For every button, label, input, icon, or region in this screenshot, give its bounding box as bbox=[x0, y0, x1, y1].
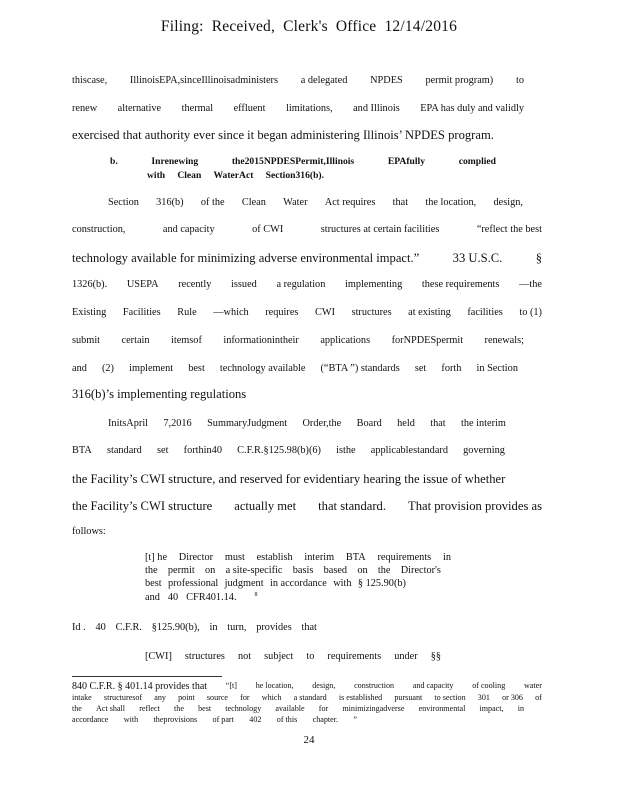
word: isthe bbox=[336, 445, 356, 456]
word: permit program) bbox=[425, 75, 494, 86]
word: 40 bbox=[167, 592, 179, 603]
word: the bbox=[145, 565, 158, 576]
word: That provision provides as bbox=[408, 499, 542, 513]
word: a standard bbox=[293, 693, 327, 702]
word: 1326(b). bbox=[72, 279, 108, 290]
word: in bbox=[209, 622, 218, 633]
text-line bbox=[72, 715, 357, 724]
word: the bbox=[377, 565, 391, 576]
word: 301 bbox=[477, 693, 490, 702]
word: forNPDESpermit bbox=[391, 335, 464, 346]
word: complied bbox=[458, 156, 496, 167]
word: source bbox=[206, 693, 229, 702]
word: 840 C.F.R. § 401.14 provides that bbox=[72, 681, 208, 692]
word: a delegated bbox=[300, 75, 348, 86]
word: 316(b)’s implementing regulations bbox=[72, 387, 247, 401]
word: —which bbox=[213, 307, 249, 318]
word: applicablestandard bbox=[370, 445, 448, 456]
word: (“BTA ”) standards bbox=[320, 363, 400, 374]
word: Section316(b). bbox=[265, 170, 324, 181]
word: judgment bbox=[224, 578, 264, 589]
word: to section bbox=[434, 693, 466, 702]
word: 33 U.S.C. bbox=[452, 251, 503, 265]
text-line bbox=[145, 651, 441, 662]
text-line bbox=[72, 387, 372, 402]
word: any bbox=[154, 693, 166, 702]
word: informationintheir bbox=[223, 335, 299, 346]
word: construction bbox=[354, 681, 395, 690]
word: applications bbox=[320, 335, 371, 346]
word: standard bbox=[106, 445, 142, 456]
word: intake bbox=[72, 693, 92, 702]
word: Order,the bbox=[302, 418, 342, 429]
text-line bbox=[145, 578, 406, 589]
word: CFR401.14. bbox=[186, 592, 237, 603]
word: reflect bbox=[139, 704, 160, 713]
word: requirements bbox=[377, 552, 432, 563]
word: best bbox=[145, 578, 162, 589]
word: set bbox=[157, 445, 169, 456]
text-line bbox=[145, 565, 441, 576]
word: on bbox=[357, 565, 368, 576]
text-line bbox=[145, 592, 275, 603]
text-line bbox=[72, 224, 542, 235]
text-line bbox=[72, 499, 542, 514]
word: governing bbox=[463, 445, 505, 456]
word: submit bbox=[72, 335, 101, 346]
word: ” bbox=[353, 715, 357, 724]
word: professional bbox=[167, 578, 219, 589]
word: interim bbox=[304, 552, 335, 563]
word: BTA bbox=[72, 445, 92, 456]
word: he location, bbox=[255, 681, 294, 690]
word: itemsof bbox=[171, 335, 202, 346]
word: thermal bbox=[181, 103, 214, 114]
word: and bbox=[145, 592, 160, 603]
word: implementing bbox=[345, 279, 403, 290]
word: accordance bbox=[72, 715, 109, 724]
word: minimizingadverse bbox=[342, 704, 405, 713]
word: pursuant bbox=[394, 693, 423, 702]
text-line bbox=[72, 681, 542, 692]
word: point bbox=[178, 693, 195, 702]
word: in Section bbox=[476, 363, 518, 374]
word: of bbox=[535, 693, 542, 702]
word: EPA has duly and validly bbox=[420, 103, 524, 114]
word: implement bbox=[129, 363, 174, 374]
word: §125.90(b), bbox=[151, 622, 200, 633]
word: structuresof bbox=[103, 693, 143, 702]
word: that bbox=[301, 622, 317, 633]
word: WaterAct bbox=[213, 170, 254, 181]
word: water bbox=[523, 681, 542, 690]
word: in accordance bbox=[269, 578, 327, 589]
word: the2015NPDESPermit,Illinois bbox=[231, 156, 355, 167]
text-line bbox=[108, 197, 523, 208]
word: requires bbox=[265, 307, 299, 318]
word: at existing bbox=[408, 307, 451, 318]
word: and capacity bbox=[412, 681, 454, 690]
word: IllinoisEPA,sinceIllinoisadministers bbox=[129, 75, 278, 86]
word: § 125.90(b) bbox=[357, 578, 406, 589]
word: impact, bbox=[479, 704, 504, 713]
word: or 306 bbox=[502, 693, 523, 702]
word: limitations, bbox=[285, 103, 333, 114]
word: the bbox=[72, 704, 82, 713]
word: Rule bbox=[177, 307, 197, 318]
word: 40 bbox=[95, 622, 106, 633]
word: facilities bbox=[467, 307, 503, 318]
word: in bbox=[442, 552, 451, 563]
word: structures bbox=[184, 651, 225, 662]
word: 316(b) bbox=[156, 197, 184, 208]
word: BTA bbox=[345, 552, 366, 563]
word: subject bbox=[264, 651, 294, 662]
word: 402 bbox=[249, 715, 262, 724]
word: exercised that authority ever since it began administering Illinois’ NPDES program. bbox=[72, 128, 494, 142]
text-line bbox=[72, 307, 542, 318]
text-line bbox=[72, 279, 542, 290]
word: requirements bbox=[327, 651, 382, 662]
word: Act requires bbox=[324, 197, 376, 208]
word: design, bbox=[312, 681, 336, 690]
word: the Facility’s CWI structure, and reserved for evidentiary hearing the issue of whether bbox=[72, 472, 506, 486]
word: the Facility’s CWI structure bbox=[72, 499, 213, 513]
text-line bbox=[72, 693, 542, 702]
word: under bbox=[394, 651, 418, 662]
word: forth bbox=[441, 363, 462, 374]
word: basis bbox=[292, 565, 314, 576]
word: the bbox=[174, 704, 184, 713]
text-line bbox=[72, 622, 317, 633]
word: and bbox=[72, 363, 87, 374]
word: 7,2016 bbox=[163, 418, 192, 429]
word: §§ bbox=[430, 651, 441, 662]
word: issued bbox=[231, 279, 257, 290]
word: is established bbox=[338, 693, 383, 702]
word: these requirements bbox=[421, 279, 500, 290]
text-line bbox=[110, 156, 496, 167]
word: and capacity bbox=[162, 224, 215, 235]
word: Id . bbox=[72, 622, 86, 633]
word: the interim bbox=[461, 418, 506, 429]
word: NPDES bbox=[370, 75, 403, 86]
word: for bbox=[240, 693, 250, 702]
text-line bbox=[72, 251, 542, 266]
word: of the bbox=[200, 197, 225, 208]
word: technology available for minimizing adverse environmental impact.” bbox=[72, 251, 420, 265]
word: [CWI] bbox=[145, 651, 172, 662]
text-line bbox=[108, 418, 506, 429]
text-line bbox=[72, 363, 518, 374]
word: USEPA bbox=[126, 279, 159, 290]
word: b. bbox=[110, 156, 118, 167]
text-line bbox=[72, 128, 542, 143]
word: permit bbox=[167, 565, 195, 576]
word: not bbox=[237, 651, 252, 662]
word: in bbox=[517, 704, 524, 713]
word: SummaryJudgment bbox=[207, 418, 288, 429]
text-line bbox=[72, 103, 524, 114]
word: forthin40 bbox=[183, 445, 222, 456]
word: set bbox=[414, 363, 427, 374]
word: held bbox=[397, 418, 415, 429]
word: Director bbox=[178, 552, 214, 563]
word: thiscase, bbox=[72, 75, 108, 86]
word: for bbox=[318, 704, 329, 713]
word: “reflect the best bbox=[476, 224, 542, 235]
text-line bbox=[147, 170, 324, 181]
word: § bbox=[535, 251, 542, 265]
word: environmental bbox=[418, 704, 466, 713]
word: structures at certain facilities bbox=[320, 224, 440, 235]
word: to bbox=[306, 651, 315, 662]
word: technology available bbox=[219, 363, 306, 374]
text-line bbox=[72, 526, 172, 537]
word: Facilities bbox=[122, 307, 161, 318]
word: Section bbox=[108, 197, 139, 208]
page-number: 24 bbox=[303, 734, 315, 746]
word: chapter. bbox=[312, 715, 339, 724]
word: that bbox=[430, 418, 446, 429]
word: certain bbox=[121, 335, 150, 346]
word: that standard. bbox=[318, 499, 387, 513]
text-line bbox=[72, 445, 505, 456]
word: 8 bbox=[254, 592, 258, 598]
word: theprovisions bbox=[153, 715, 198, 724]
word: InitsApril bbox=[108, 418, 149, 429]
word: of this bbox=[276, 715, 298, 724]
word: Existing bbox=[72, 307, 107, 318]
word: provides bbox=[256, 622, 292, 633]
text-line bbox=[72, 472, 542, 487]
word: renewals; bbox=[484, 335, 524, 346]
text-line bbox=[145, 552, 451, 563]
word: Act shall bbox=[96, 704, 126, 713]
word: recently bbox=[178, 279, 212, 290]
word: Director's bbox=[400, 565, 441, 576]
word: of CWI bbox=[252, 224, 284, 235]
text-line bbox=[72, 335, 524, 346]
word: structures bbox=[351, 307, 392, 318]
word: follows: bbox=[72, 526, 106, 537]
word: Board bbox=[356, 418, 382, 429]
word: Clean bbox=[177, 170, 202, 181]
word: a regulation bbox=[276, 279, 326, 290]
word: a site-specific bbox=[225, 565, 283, 576]
text-line bbox=[72, 75, 524, 86]
word: actually met bbox=[234, 499, 297, 513]
word: design, bbox=[493, 197, 523, 208]
filing-header: Filing: Received, Clerk's Office 12/14/2016 bbox=[160, 18, 458, 35]
word: based bbox=[323, 565, 348, 576]
word: best bbox=[198, 704, 212, 713]
footnote-rule bbox=[72, 676, 222, 677]
word: Water bbox=[283, 197, 308, 208]
word: to bbox=[515, 75, 524, 86]
word: “[t] bbox=[225, 681, 237, 690]
word: (2) bbox=[101, 363, 114, 374]
word: —the bbox=[519, 279, 542, 290]
word: of cooling bbox=[472, 681, 506, 690]
word: turn, bbox=[227, 622, 247, 633]
word: with bbox=[147, 170, 166, 181]
word: establish bbox=[256, 552, 293, 563]
word: Clean bbox=[241, 197, 266, 208]
word: Inrenewing bbox=[151, 156, 199, 167]
text-line bbox=[72, 704, 524, 713]
word: CWI bbox=[314, 307, 335, 318]
word: available bbox=[275, 704, 305, 713]
word: to (1) bbox=[519, 307, 542, 318]
word: C.F.R.§125.98(b)(6) bbox=[237, 445, 321, 456]
word: effluent bbox=[233, 103, 266, 114]
word: construction, bbox=[72, 224, 126, 235]
word: and Illinois bbox=[353, 103, 400, 114]
word: [t] he bbox=[145, 552, 168, 563]
word: with bbox=[123, 715, 139, 724]
word: must bbox=[224, 552, 245, 563]
word: best bbox=[188, 363, 205, 374]
word: technology bbox=[225, 704, 262, 713]
word: EPAfully bbox=[387, 156, 425, 167]
word: the location, bbox=[425, 197, 477, 208]
word: on bbox=[205, 565, 216, 576]
word: C.F.R. bbox=[115, 622, 142, 633]
word: that bbox=[392, 197, 409, 208]
word: with bbox=[333, 578, 352, 589]
word: which bbox=[261, 693, 282, 702]
word: alternative bbox=[117, 103, 162, 114]
word: of part bbox=[212, 715, 234, 724]
word: renew bbox=[72, 103, 98, 114]
